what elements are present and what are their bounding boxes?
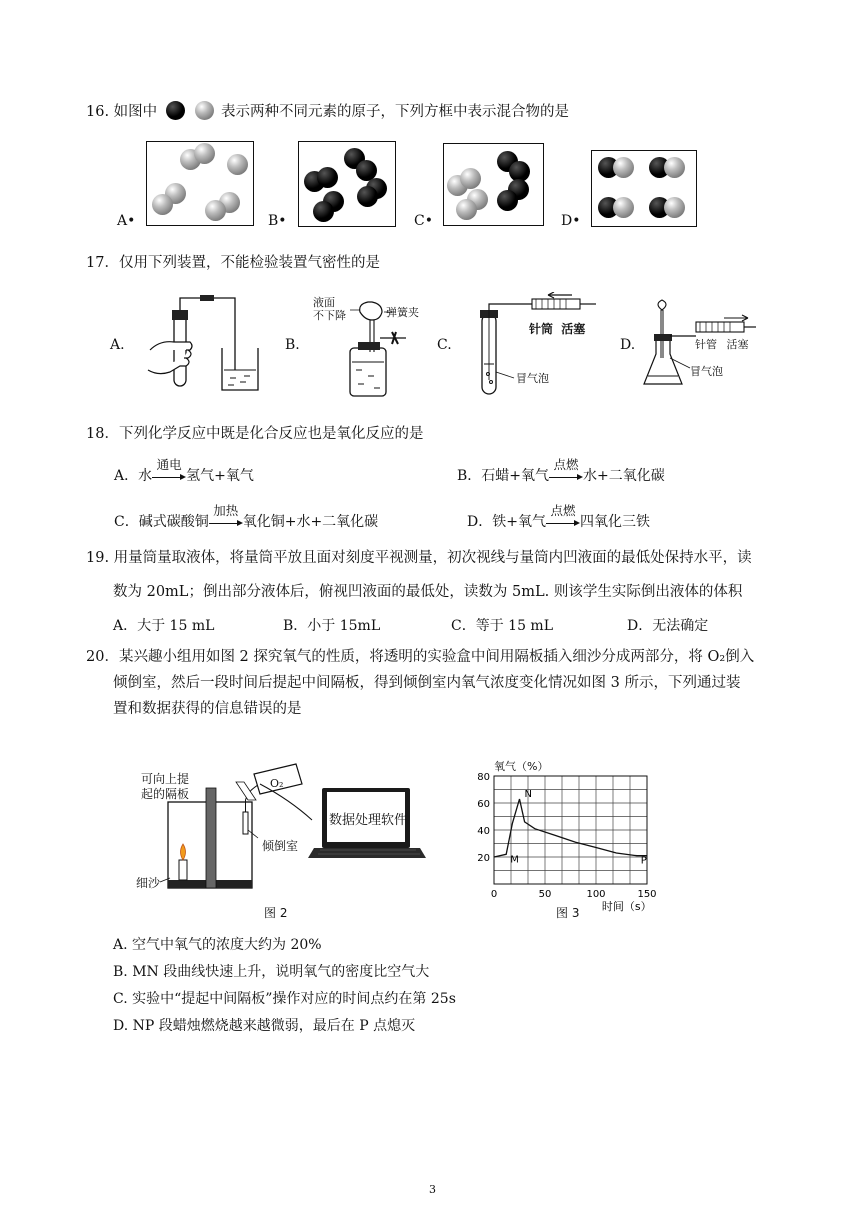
q17-option-d-label: D.: [620, 337, 636, 353]
x-tick-label: 150: [637, 889, 657, 900]
q20-option-a: A. 空气中氧气的浓度大约为 20%: [113, 937, 322, 953]
q17-c-label-bubbles: 冒气泡: [516, 372, 549, 385]
black-atom-icon: [497, 190, 518, 211]
q16-box-c: [443, 143, 544, 226]
y-tick-label: 80: [477, 772, 490, 783]
gray-atom-icon: [664, 157, 685, 178]
y-tick-label: 40: [477, 826, 490, 837]
q19-stem-line2: 数为 20mL；倒出部分液体后，俯视凹液面的最低处，读数为 5mL. 则该学生实际倒出液体的体积: [113, 584, 743, 600]
q20-fig2-partition-label-line1: 可向上提: [141, 772, 190, 786]
q16-box-d: [591, 150, 697, 227]
q17-d-label-needle: 针管: [695, 338, 717, 351]
black-atom-icon: [357, 186, 378, 207]
q18-b-label: B．: [457, 468, 482, 484]
gray-atom-icon: [613, 157, 634, 178]
q18-c-condition: 加热: [213, 503, 239, 518]
q16-stem: [86, 100, 569, 121]
black-atom-icon: [313, 201, 334, 222]
q20-stem-line3: 置和数据获得的信息错误的是: [113, 701, 302, 717]
q16-box-b: [298, 141, 396, 227]
q16-option-b-label: B•: [268, 213, 287, 229]
q17-c-label-needle: 针筒: [529, 322, 554, 336]
q20-stem-line2: 倾倒室，然后一段时间后提起中间隔板，得到倾倒室内氧气浓度变化情况如图 3 所示，下列通过装: [113, 675, 741, 691]
q16-option-a-label: A•: [117, 213, 136, 229]
black-atom-icon: [317, 167, 338, 188]
x-axis-label: 时间（s）: [601, 900, 652, 913]
q17-d-label-piston: 活塞: [726, 338, 749, 351]
q18-stem: 18．下列化学反应中既是化合反应也是氧化反应的是: [86, 426, 424, 442]
q18-b-reactants: 石蜡+氧气: [481, 468, 550, 484]
q20-option-d: D. NP 段蜡烛燃烧越来越微弱，最后在 P 点熄灭: [113, 1018, 416, 1034]
gray-atom-icon: [205, 200, 226, 221]
q20-option-b: B. MN 段曲线快速上升，说明氧气的密度比空气大: [113, 964, 430, 980]
x-tick-label: 50: [538, 889, 552, 900]
q18-d-label: D．: [467, 514, 493, 530]
q17-b-label-clip: 弹簧夹: [386, 306, 419, 319]
q18-b-products: 水+二氧化碳: [583, 468, 665, 484]
q17-stem: 17．仅用下列装置，不能检验装置气密性的是: [86, 255, 380, 271]
q20-fig2-partition-label: [141, 772, 189, 802]
q17-d-label-bubbles: 冒气泡: [690, 365, 723, 378]
y-tick-label: 60: [477, 799, 490, 810]
black-atom-icon: [166, 101, 185, 120]
q19-stem-line1: 19. 用量筒量取液体，将量筒平放且面对刻度平视测量，初次视线与量筒内凹液面的最低处保持水平，读: [86, 550, 752, 566]
oxygen-series-line: [494, 799, 647, 857]
q18-a-reactants: 水: [138, 468, 153, 484]
reaction-arrow-icon: [546, 517, 580, 527]
q18-a-label: A．: [114, 468, 139, 484]
q18-c-label: C．: [114, 514, 139, 530]
q20-fig3-ylabel: 氧气（%）: [494, 760, 549, 773]
q20-fig2-screen-text: 数据处理软件: [329, 813, 408, 828]
q17-c-label-piston: 活塞: [561, 322, 586, 336]
q18-option-d: [467, 503, 650, 531]
q17-option-a-label: A.: [110, 337, 125, 353]
q17-b-label-surface: [313, 296, 346, 322]
q17-c-label-syringe: [529, 320, 585, 337]
q18-a-condition: 通电: [156, 457, 182, 472]
gray-atom-icon: [664, 197, 685, 218]
q16-prefix: 16. 如图中: [86, 104, 158, 120]
q17-option-b-label: B.: [285, 337, 300, 353]
q20-fig2-sand-label: 细沙: [136, 876, 161, 890]
reaction-arrow-icon: [152, 471, 186, 481]
gray-atom-icon: [227, 154, 248, 175]
q20-fig2-caption: 图 2: [264, 906, 288, 920]
q18-a-products: 氢气+氧气: [186, 468, 254, 484]
q18-d-products: 四氧化三铁: [579, 514, 650, 530]
q19-option-a: A．大于 15 mL: [113, 618, 215, 634]
gray-atom-icon: [195, 101, 214, 120]
q20-figure-3-chart: [468, 768, 698, 918]
x-tick-label: 0: [490, 889, 498, 900]
point-label-p: P: [640, 855, 647, 867]
q19-option-d: D．无法确定: [627, 618, 709, 634]
q20-fig3-caption: 图 3: [556, 906, 580, 920]
gray-atom-icon: [460, 168, 481, 189]
gray-atom-icon: [194, 143, 215, 164]
gray-atom-icon: [456, 199, 477, 220]
q17-b-label-line2: 不下降: [313, 309, 346, 322]
q20-fig2-partition-label-line2: 起的隔板: [141, 787, 190, 801]
reaction-arrow-icon: [549, 471, 583, 481]
q20-fig2-room-label: 倾倒室: [262, 839, 299, 853]
q16-option-d-label: D•: [561, 213, 581, 229]
q18-c-reactants: 碱式碳酸铜: [138, 514, 209, 530]
q20-stem-line1: 20．某兴趣小组用如图 2 探究氧气的性质，将透明的实验盒中间用隔板插入细沙分成两部分，将 O₂倒入: [86, 649, 755, 665]
q18-option-c: [114, 503, 379, 531]
q17-d-label-syringe: [695, 336, 749, 352]
q18-c-products: 氧化铜+水+二氧化碳: [242, 514, 379, 530]
q18-b-condition: 点燃: [553, 457, 579, 472]
gray-atom-icon: [613, 197, 634, 218]
x-tick-label: 100: [586, 889, 606, 900]
q20-fig2-o2-label: O₂: [270, 777, 284, 790]
q19-option-b: B．小于 15mL: [283, 618, 381, 634]
q18-option-a: [114, 457, 254, 485]
q19-option-c: C．等于 15 mL: [451, 618, 553, 634]
q16-box-a: [146, 141, 254, 226]
q18-option-b: [457, 457, 665, 485]
reaction-arrow-icon: [209, 517, 243, 527]
q16-suffix: 表示两种不同元素的原子，下列方框中表示混合物的是: [221, 104, 569, 120]
q17-b-label-line1: 液面: [313, 296, 335, 309]
point-label-m: M: [510, 854, 519, 866]
q20-option-c: C. 实验中“提起中间隔板”操作对应的时间点约在第 25s: [113, 991, 456, 1007]
gray-atom-icon: [152, 194, 173, 215]
y-tick-label: 20: [477, 853, 490, 864]
q18-d-reactants: 铁+氧气: [492, 514, 546, 530]
point-label-n: N: [524, 788, 532, 800]
page-number: 3: [429, 1183, 436, 1196]
q17-option-c-label: C.: [437, 337, 452, 353]
q17-apparatus-a: [140, 290, 270, 395]
q18-d-condition: 点燃: [550, 503, 576, 518]
q16-option-c-label: C•: [414, 213, 433, 229]
